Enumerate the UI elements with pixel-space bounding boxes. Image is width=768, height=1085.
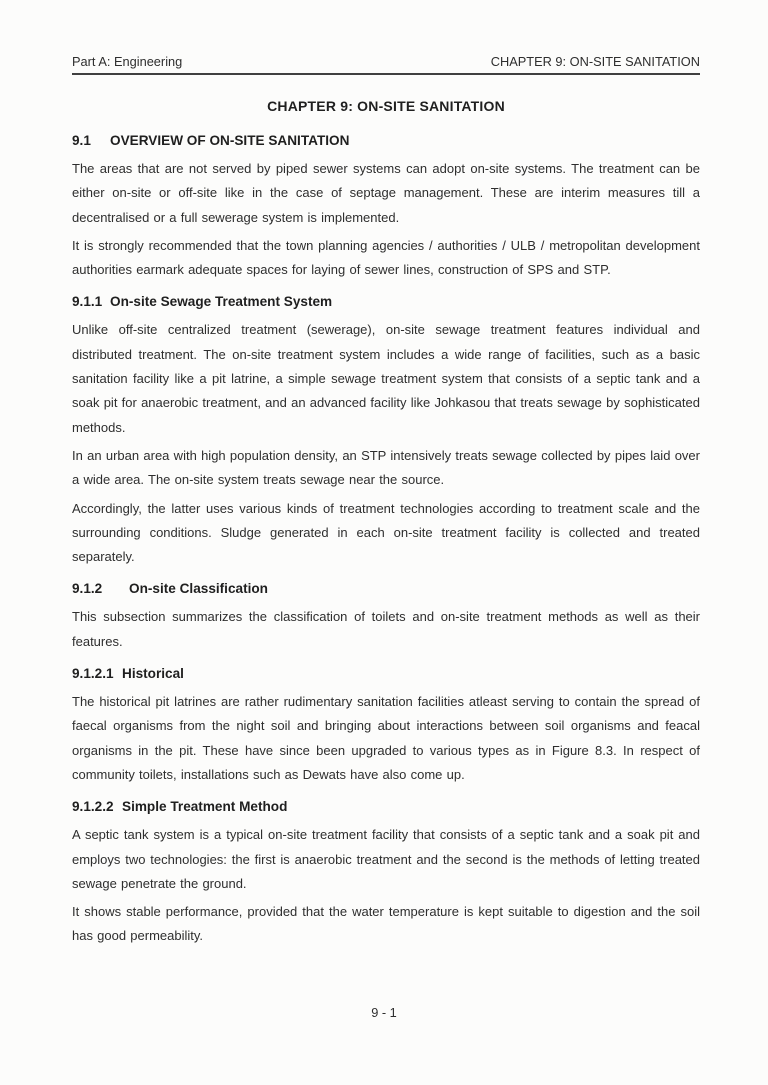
heading-text: Simple Treatment Method: [122, 799, 288, 815]
paragraph: Unlike off-site centralized treatment (sewerage), on-site sewage treatment features individual and distributed treatment. The on-site treatment system includes a wide range of facilities, such as a basic sanitation facility like a pit latrine, a simple sewage treatment system that consists of a septic tank and a soak pit for anaerobic treatment, and an advanced facility like Johkasou that treats sewage by sophisticated methods.: [72, 322, 700, 435]
header-left-text: Part A: Engineering: [72, 54, 183, 69]
heading-text: On-site Sewage Treatment System: [110, 294, 333, 310]
header-right-text: CHAPTER 9: ON-SITE SANITATION: [490, 54, 700, 69]
heading-9-1-2: [72, 579, 700, 599]
heading-number: 9.1: [72, 133, 91, 148]
paragraph: Accordingly, the latter uses various kinds of treatment technologies according to treatment scale and the surrounding conditions. Sludge generated in each on-site treatment facility is collected and treated separately.: [72, 500, 700, 565]
heading-text: On-site Classification: [129, 581, 268, 597]
page-header: [72, 0, 700, 75]
heading-9-1-2-2: [72, 797, 700, 817]
heading-number: 9.1.2.1: [72, 666, 114, 682]
paragraph: It shows stable performance, provided that the water temperature is kept suitable to digestion and the soil has good permeability.: [72, 904, 700, 944]
heading-number: 9.1.2: [72, 581, 103, 597]
heading-number: 9.1.1: [72, 294, 103, 310]
paragraph: A septic tank system is a typical on-site treatment facility that consists of a septic tank and a soak pit and employs two technologies: the first is anaerobic treatment and the second is the methods of letting treated sewage penetrate the ground.: [72, 827, 700, 891]
heading-text: Historical: [122, 666, 184, 682]
heading-text: OVERVIEW OF ON-SITE SANITATION: [110, 133, 350, 148]
paragraph: In an urban area with high population density, an STP intensively treats sewage collected by pipes laid over a wide area. The on-site system treats sewage near the source.: [72, 447, 700, 488]
paragraph: This subsection summarizes the classification of toilets and on-site treatment methods as well as their features.: [72, 609, 700, 649]
paragraph: It is strongly recommended that the town planning agencies / authorities / ULB / metropolitan development authorities earmark adequate spaces for laying of sewer lines, construction of SPS and STP.: [72, 237, 700, 278]
page-number: 9 - 1: [371, 1005, 397, 1020]
chapter-title: CHAPTER 9: ON-SITE SANITATION: [267, 98, 505, 114]
heading-number: 9.1.2.2: [72, 799, 114, 815]
paragraph: The areas that are not served by piped sewer systems can adopt on-site systems. The treatment can be either on-site or off-site like in the case of septage management. These are interim measures till a decentralised or a full sewerage system is implemented.: [72, 161, 700, 225]
heading-9-1-1: [72, 292, 700, 312]
heading-9-1-2-1: [72, 664, 700, 684]
heading-9-1: [72, 131, 700, 151]
page-content: [72, 0, 700, 953]
paragraph: The historical pit latrines are rather rudimentary sanitation facilities atleast serving to contain the spread of faecal organisms from the night soil and bringing about interactions between soil organisms and feacal organisms in the pit. These have since been upgraded to various types as in Figure 8.3. In respect of community toilets, installations such as Dewats have also come up.: [72, 694, 700, 782]
